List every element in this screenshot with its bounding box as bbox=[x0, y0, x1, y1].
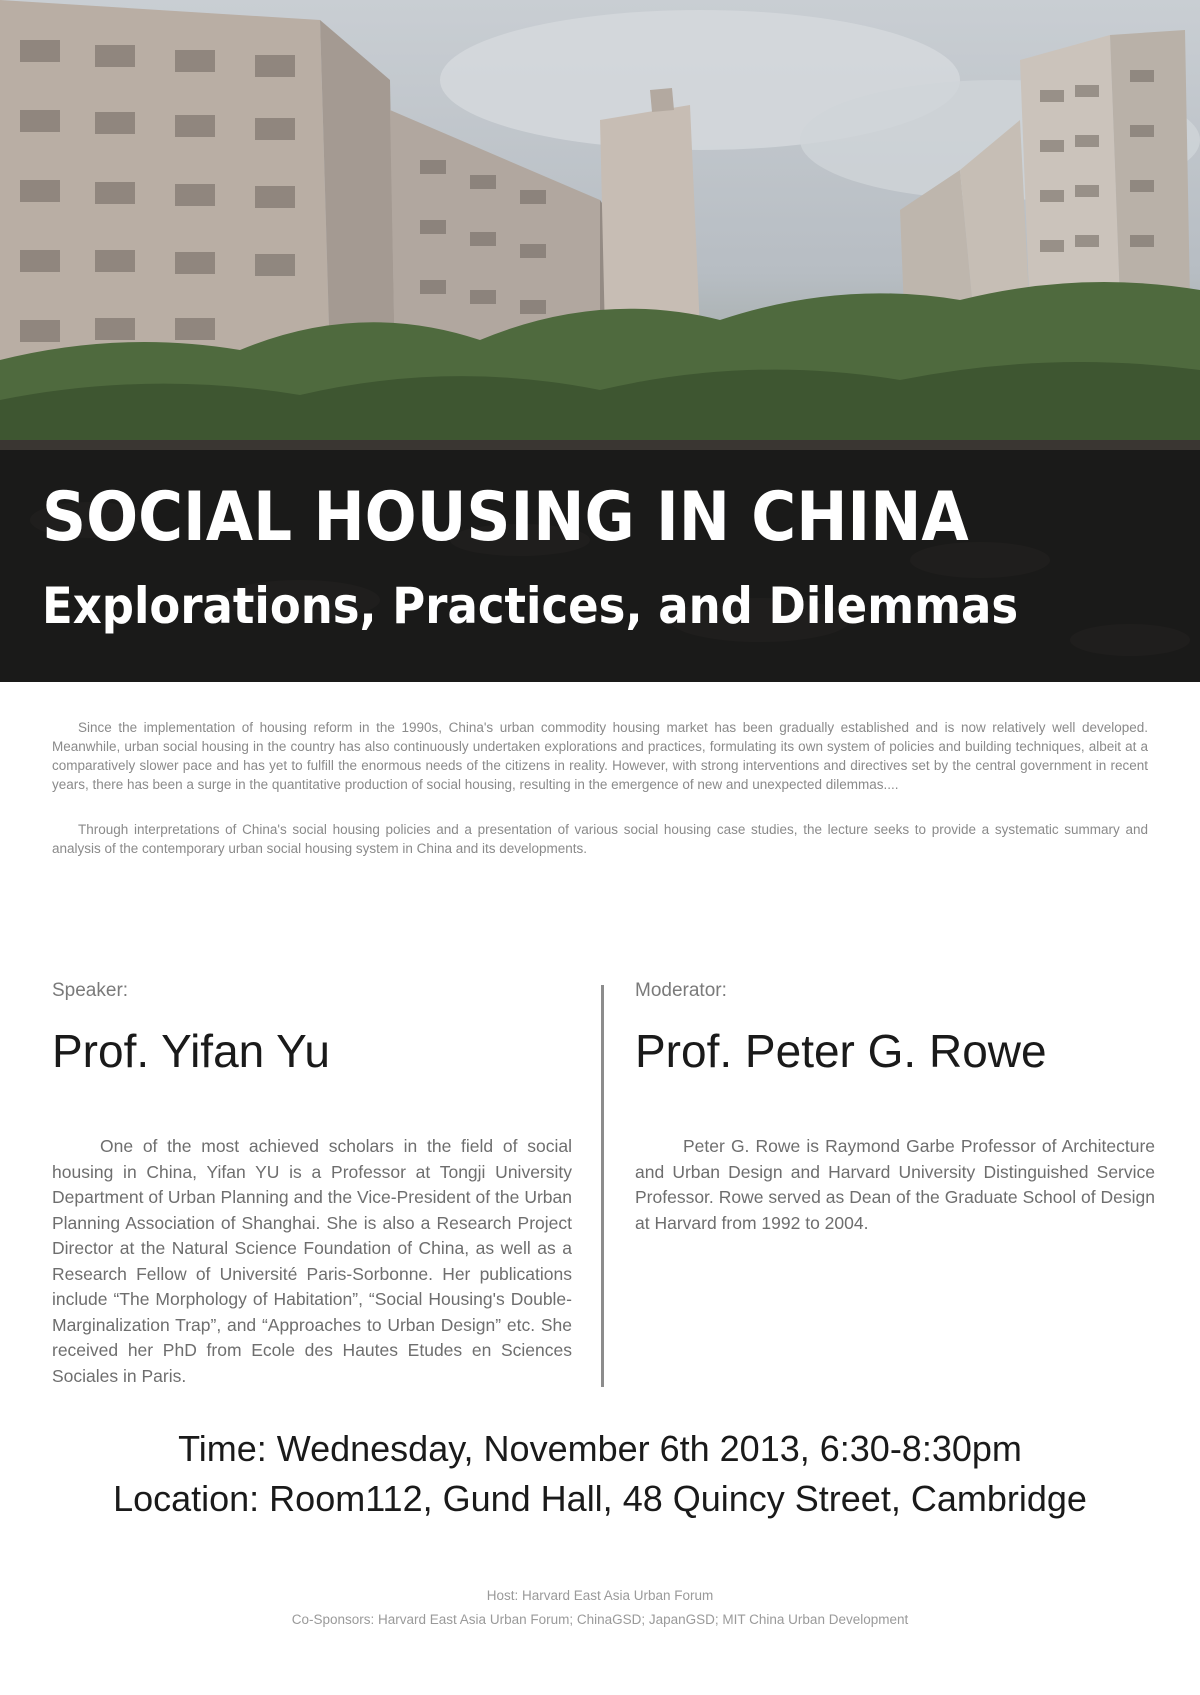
speaker-column bbox=[52, 980, 572, 1389]
moderator-role-label: Moderator: bbox=[635, 980, 727, 1001]
abstract-paragraph: Through interpretations of China's social housing policies and a presentation of various social housing case studies, the lecture seeks to provide a systematic summary and analysis of the contemporary urban social housing system in China and its developments. bbox=[52, 822, 1148, 856]
event-time: Time: Wednesday, November 6th 2013, 6:30-8:30pm bbox=[178, 1428, 1022, 1469]
moderator-column bbox=[635, 980, 1155, 1236]
poster-title: SOCIAL HOUSING IN CHINA bbox=[42, 478, 969, 557]
cosponsors-line: Co-Sponsors: Harvard East Asia Urban Forum; ChinaGSD; JapanGSD; MIT China Urban Development bbox=[291, 1612, 909, 1627]
speaker-role-label: Speaker: bbox=[52, 980, 129, 1001]
speaker-bio: One of the most achieved scholars in the field of social housing in China, Yifan YU is a Professor at Tongji University Department of Urban Planning and the Vice-President of the Urban Planning Association of Shanghai. She is also a Research Project Director at the Natural Science Foundation of China, as well as a Research Fellow of Université Paris-Sorbonne. Her publications include “The Morphology of Habitation”, “Social Housing's Double-Marginalization Trap”, and “Approaches to Urban Design” etc. She received her PhD from Ecole des Hautes Etudes en Sciences Sociales in Paris. bbox=[52, 1136, 572, 1386]
moderator-bio: Peter G. Rowe is Raymond Garbe Professor of Architecture and Urban Design and Harvard University Distinguished Service Professor. Rowe served as Dean of the Graduate School of Design at Harvard from 1992 to 2004. bbox=[635, 1136, 1155, 1233]
lecture-abstract bbox=[52, 718, 1148, 884]
host-line: Host: Harvard East Asia Urban Forum bbox=[486, 1588, 714, 1603]
abstract-paragraph: Since the implementation of housing reform in the 1990s, China's urban commodity housing market has been gradually established and is now relatively well developed. Meanwhile, urban social housing in the country has also continuously undertaken explorations and practices, formulating its own system of policies and building techniques, albeit at a comparatively slower pace and has yet to fulfill the enormous needs of the citizens in reality. However, with strong interventions and directives set by the central government in recent years, there has been a surge in the quantitative production of social housing, resulting in the emergence of new and unexpected dilemmas.... bbox=[52, 720, 1148, 792]
column-divider bbox=[601, 985, 604, 1387]
poster-subtitle: Explorations, Practices, and Dilemmas bbox=[42, 577, 1019, 635]
moderator-name: Prof. Peter G. Rowe bbox=[635, 1025, 1047, 1077]
event-location: Location: Room112, Gund Hall, 48 Quincy Street, Cambridge bbox=[113, 1478, 1087, 1519]
speaker-name: Prof. Yifan Yu bbox=[52, 1025, 330, 1077]
